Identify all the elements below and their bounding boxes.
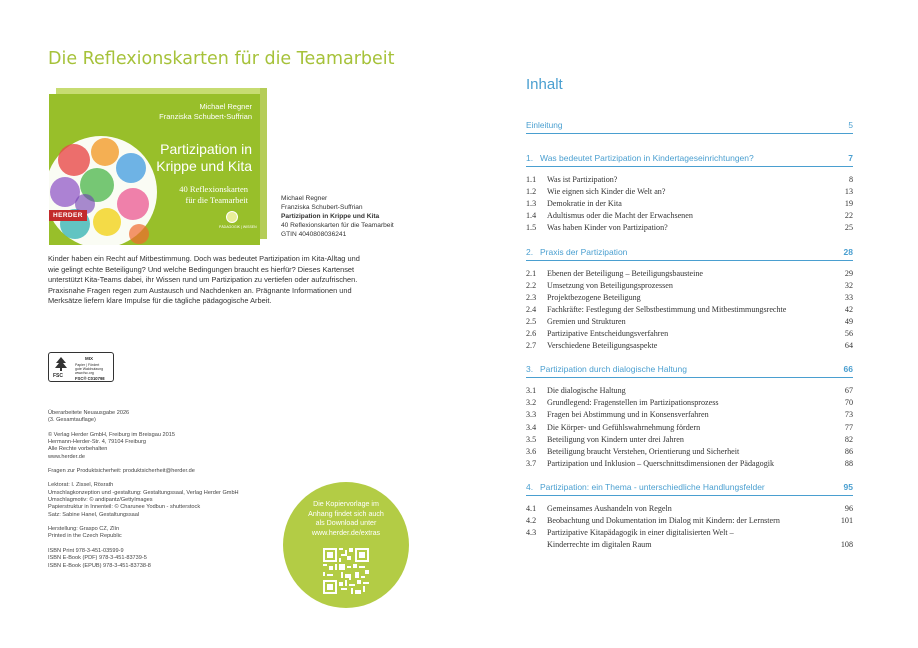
- toc-number: 3.3: [526, 410, 537, 420]
- card-box-subtitle: 40 Reflexionskarten: [179, 184, 248, 194]
- toc-page-number: 8: [848, 175, 853, 184]
- card-box-subtitle: für die Teamarbeit: [185, 195, 248, 205]
- toc-section-entry[interactable]: [526, 539, 853, 551]
- fsc-text: gute Waldnutzung: [75, 367, 104, 371]
- toc-page-number: 22: [844, 211, 853, 221]
- toc-page-number: 32: [844, 280, 853, 290]
- fsc-label: [48, 352, 114, 382]
- download-line: Die Kopiervorlage im: [313, 500, 379, 508]
- toc-title: Was bedeutet Partizipation in Kindertageseinrichtungen?: [540, 153, 754, 163]
- imprint-line: Alle Rechte vorbehalten: [48, 446, 108, 453]
- imprint-line: Überarbeitete Neuausgabe 2026: [48, 410, 130, 416]
- imprint-logo-text: PÄDAGOGIK | WISSEN: [219, 225, 257, 229]
- toc-page-number: 108: [840, 540, 853, 550]
- fsc-text: www.fsc.org: [75, 371, 94, 375]
- toc-section-entry[interactable]: [526, 503, 853, 515]
- toc-divider: [526, 260, 853, 261]
- card-box-title: Partizipation in: [160, 141, 252, 157]
- toc-title: Grundlegend: Fragenstellen im Partizipationsprozess: [547, 398, 719, 408]
- toc-page-number: 70: [844, 398, 853, 408]
- toc-number: 1.1: [526, 175, 537, 184]
- card-box-author: Franziska Schubert-Suffrian: [159, 112, 252, 121]
- toc-divider: [526, 495, 853, 496]
- toc-number: 2.2: [526, 280, 537, 290]
- toc-number: 3.1: [526, 386, 537, 396]
- right-page: [459, 0, 918, 648]
- toc-page-number: 49: [844, 316, 853, 326]
- download-badge: [283, 482, 409, 608]
- toc-number: 3.7: [526, 458, 537, 468]
- toc-section-entry[interactable]: [526, 385, 853, 397]
- toc-title: Partizipation und Inklusion – Querschnittsdimensionen der Pädagogik: [547, 458, 775, 468]
- toc-title: Wie eignen sich Kinder die Welt an?: [547, 187, 666, 197]
- card-box-side: [260, 88, 267, 239]
- imprint-line: Satz: Sabine Hanel, Gestaltungssaal: [48, 511, 140, 518]
- imprint-logo-icon: [226, 211, 238, 223]
- imprint-line: (3. Gesamtauflage): [48, 417, 96, 424]
- toc-number: 2.6: [526, 329, 537, 338]
- fsc-code: FSC® C010798: [75, 376, 105, 381]
- toc-number: 1.4: [526, 211, 537, 221]
- toc-number: 2.3: [526, 292, 537, 302]
- toc-section-entry[interactable]: [526, 210, 853, 222]
- toc-title: Gemeinsames Aushandeln von Regeln: [547, 503, 672, 513]
- toc-number: 3.4: [526, 422, 537, 432]
- toc-page-number: 5: [848, 120, 853, 130]
- toc-title: Was haben Kinder von Partizipation?: [547, 223, 668, 233]
- toc-number: 1.: [526, 153, 534, 163]
- fsc-logo-text: FSC: [53, 373, 63, 379]
- toc-title: Praxis der Partizipation: [540, 246, 628, 257]
- toc-chapter-entry[interactable]: [526, 153, 853, 165]
- product-gtin: GTIN 4040808036241: [281, 231, 347, 239]
- toc-section-entry[interactable]: [526, 280, 853, 292]
- product-title: Partizipation in Krippe und Kita: [281, 213, 380, 221]
- toc-divider: [526, 377, 853, 378]
- toc-page-number: 56: [844, 329, 853, 338]
- imprint-logo: [219, 211, 257, 229]
- toc-title: Die dialogische Haltung: [547, 386, 626, 396]
- toc-section-entry[interactable]: [526, 434, 853, 446]
- toc-section-entry[interactable]: [526, 316, 853, 328]
- imprint-line: Herstellung: Graspo CZ, Zlín: [48, 526, 120, 533]
- imprint: [48, 410, 239, 570]
- toc-number: 2.1: [526, 268, 537, 278]
- toc-number: 3.6: [526, 446, 537, 456]
- description-line: unterstützt Kita-Teams dabei, ihr Wissen rund um Partizipation zu vertiefen oder aufzufrischen.: [48, 275, 358, 285]
- toc-title: Partizipative Entscheidungsverfahren: [547, 329, 669, 338]
- toc-page-number: 13: [844, 187, 853, 197]
- toc-title: Beobachtung und Dokumentation im Dialog mit Kindern: der Lernstern: [547, 516, 780, 525]
- toc-chapter-entry[interactable]: [526, 364, 853, 376]
- card-box-title: Krippe und Kita: [156, 158, 252, 174]
- toc-title: Fachkräfte: Festlegung der Selbstbestimmung und Mitbestimmungsrechte: [547, 304, 787, 314]
- toc-page-number: 67: [844, 386, 853, 396]
- imprint-line: Umschlagkonzeption und -gestaltung: Gestaltungssaal, Verlag Herder GmbH: [48, 489, 239, 496]
- imprint-line: ISBN E-Book (PDF) 978-3-451-83739-5: [48, 555, 147, 562]
- toc-number: 2.7: [526, 341, 537, 351]
- fsc-text: Papier | Fördert: [75, 363, 100, 367]
- toc-page-number: 19: [844, 199, 853, 209]
- download-line: als Download unter: [315, 519, 377, 527]
- toc-section-entry[interactable]: [526, 446, 853, 458]
- toc-page-number: 42: [844, 304, 853, 314]
- toc-title: Gremien und Strukturen: [547, 316, 626, 326]
- toc-section-entry[interactable]: [526, 397, 853, 409]
- toc-number: 1.2: [526, 187, 537, 197]
- toc-title: Partizipative Kitapädagogik in einer digitalisierten Welt –: [547, 528, 734, 538]
- toc-page-number: 64: [844, 341, 853, 351]
- product-subtitle: 40 Reflexionskarten für die Teamarbeit: [281, 222, 394, 230]
- product-info: [281, 194, 394, 239]
- description-line: Merksätze liefern klare Impulse für die tägliche pädagogische Arbeit.: [48, 296, 272, 306]
- toc-section-entry[interactable]: [526, 515, 853, 527]
- toc-section-entry[interactable]: [526, 458, 853, 470]
- toc-page-number: 101: [840, 516, 853, 525]
- toc-title: Was ist Partizipation?: [547, 175, 618, 184]
- watercolor-illustration: [49, 130, 161, 245]
- toc-title: Kinderrechte im digitalen Raum: [547, 540, 652, 550]
- toc-number: 3.: [526, 364, 534, 375]
- imprint-line: Fragen zur Produktsicherheit: produktsicherheit@herder.de: [48, 468, 195, 475]
- toc-chapter-entry[interactable]: [526, 247, 853, 259]
- product-description: [48, 254, 413, 307]
- product-author: Michael Regner: [281, 195, 328, 202]
- toc-title: Adultismus oder die Macht der Erwachsenen: [547, 211, 693, 221]
- download-link[interactable]: www.herder.de/extras: [311, 528, 381, 537]
- toc-page-number: 77: [844, 422, 853, 432]
- toc-chapter-entry[interactable]: [526, 482, 853, 494]
- card-box-image: [49, 88, 267, 245]
- toc-title: Einleitung: [526, 120, 563, 130]
- product-author: Franziska Schubert-Suffrian: [281, 204, 363, 212]
- toc-intro-entry[interactable]: [526, 120, 853, 132]
- toc-page-number: 66: [843, 364, 853, 375]
- description-line: Praxisnahe Fragen regen zum Austausch und Nachdenken an. Prägnante Informationen und: [48, 285, 352, 295]
- toc-section-entry[interactable]: [526, 409, 853, 421]
- herder-logo: HERDER: [49, 210, 87, 221]
- toc-section-entry[interactable]: [526, 198, 853, 210]
- imprint-line: Umschlagmotiv: © andipantz/GettyImages: [48, 497, 153, 504]
- card-box-cover: [49, 94, 260, 245]
- toc-number: 2.4: [526, 304, 537, 314]
- page-heading: Die Reflexionskarten für die Teamarbeit: [48, 49, 395, 69]
- toc-page-number: 82: [844, 434, 853, 444]
- toc-page-number: 86: [844, 446, 853, 456]
- toc-number: 1.5: [526, 223, 537, 233]
- toc-title: Beteiligung braucht Verstehen, Orientierung und Sicherheit: [547, 446, 740, 456]
- toc-number: 2.: [526, 246, 534, 257]
- toc-number: 3.5: [526, 434, 537, 444]
- toc-number: 4.: [526, 481, 534, 492]
- toc-title: Ebenen der Beteiligung – Beteiligungsbausteine: [547, 268, 703, 278]
- imprint-line: Lektorat: I. Zissel, Rösrath: [48, 482, 114, 489]
- toc-number: 4.3: [526, 528, 537, 538]
- card-box-author: Michael Regner: [199, 102, 252, 111]
- toc-page-number: 95: [843, 481, 853, 492]
- imprint-line: Hermann-Herder-Str. 4, 79104 Freiburg: [48, 439, 146, 446]
- toc-title: Beteiligung von Kindern unter drei Jahren: [547, 434, 684, 444]
- toc-divider: [526, 166, 853, 167]
- toc-title: Projektbezogene Beteiligung: [547, 292, 641, 302]
- toc-section-entry[interactable]: [526, 174, 853, 186]
- toc-title: Partizipation durch dialogische Haltung: [540, 364, 687, 375]
- fsc-mix: MIX: [85, 356, 94, 361]
- toc-title: Die Körper- und Gefühlswahrnehmung fördern: [547, 422, 701, 432]
- toc-divider: [526, 133, 853, 134]
- toc-page-number: 33: [844, 292, 853, 302]
- toc-section-entry[interactable]: [526, 304, 853, 316]
- toc-number: 4.2: [526, 516, 537, 525]
- toc-page-number: 29: [844, 268, 853, 278]
- toc-title: Demokratie in der Kita: [547, 199, 622, 209]
- toc-page-number: 25: [844, 223, 853, 233]
- toc-title: Fragen bei Abstimmung und in Konsensverfahren: [547, 410, 709, 420]
- imprint-line: www.herder.de: [48, 453, 86, 460]
- imprint-line: Papierstruktur in Innenteil: © Charunee Yodbun - shutterstock: [48, 504, 201, 511]
- download-line: Anhang findet sich auch: [308, 509, 384, 518]
- toc-page-number: 73: [844, 410, 853, 420]
- description-line: wie gelingt echte Beteiligung? Und welche Bedingungen braucht es hierfür? Dieses Kartenset: [48, 264, 355, 274]
- imprint-line: © Verlag Herder GmbH, Freiburg im Breisgau 2015: [48, 431, 175, 438]
- toc-page-number: 88: [844, 458, 853, 468]
- toc-title: Verschiedene Beteiligungsaspekte: [547, 341, 658, 351]
- toc-section-entry[interactable]: [526, 328, 853, 340]
- toc-section-entry[interactable]: [526, 186, 853, 198]
- toc-section-entry[interactable]: [526, 222, 853, 234]
- toc-page-number: 96: [844, 503, 853, 513]
- toc-title: Partizipation: ein Thema - unterschiedliche Handlungsfelder: [540, 481, 765, 492]
- toc-number: 3.2: [526, 398, 537, 408]
- imprint-line: Printed in the Czech Republic: [48, 533, 122, 540]
- imprint-line: ISBN Print 978-3-451-03599-9: [48, 547, 124, 554]
- download-text: [283, 500, 409, 538]
- toc-number: 4.1: [526, 503, 537, 513]
- description-line: Kinder haben ein Recht auf Mitbestimmung. Doch was bedeutet Partizipation im Kita-Alltag und: [48, 254, 360, 263]
- toc-number: 1.3: [526, 199, 537, 209]
- imprint-line: ISBN E-Book (EPUB) 978-3-451-83738-8: [48, 562, 151, 569]
- toc-section-entry[interactable]: [526, 422, 853, 434]
- toc-page-number: 28: [843, 246, 853, 257]
- toc-section-entry[interactable]: [526, 340, 853, 352]
- toc-section-entry[interactable]: [526, 527, 853, 539]
- toc-section-entry[interactable]: [526, 268, 853, 280]
- toc-heading: Inhalt: [526, 76, 563, 93]
- fsc-tree-icon: [53, 356, 69, 372]
- toc-title: Umsetzung von Beteiligungsprozessen: [547, 280, 673, 290]
- toc-number: 2.5: [526, 316, 537, 326]
- toc-page-number: 7: [848, 153, 853, 163]
- toc-section-entry[interactable]: [526, 292, 853, 304]
- qr-code-icon[interactable]: [323, 548, 369, 594]
